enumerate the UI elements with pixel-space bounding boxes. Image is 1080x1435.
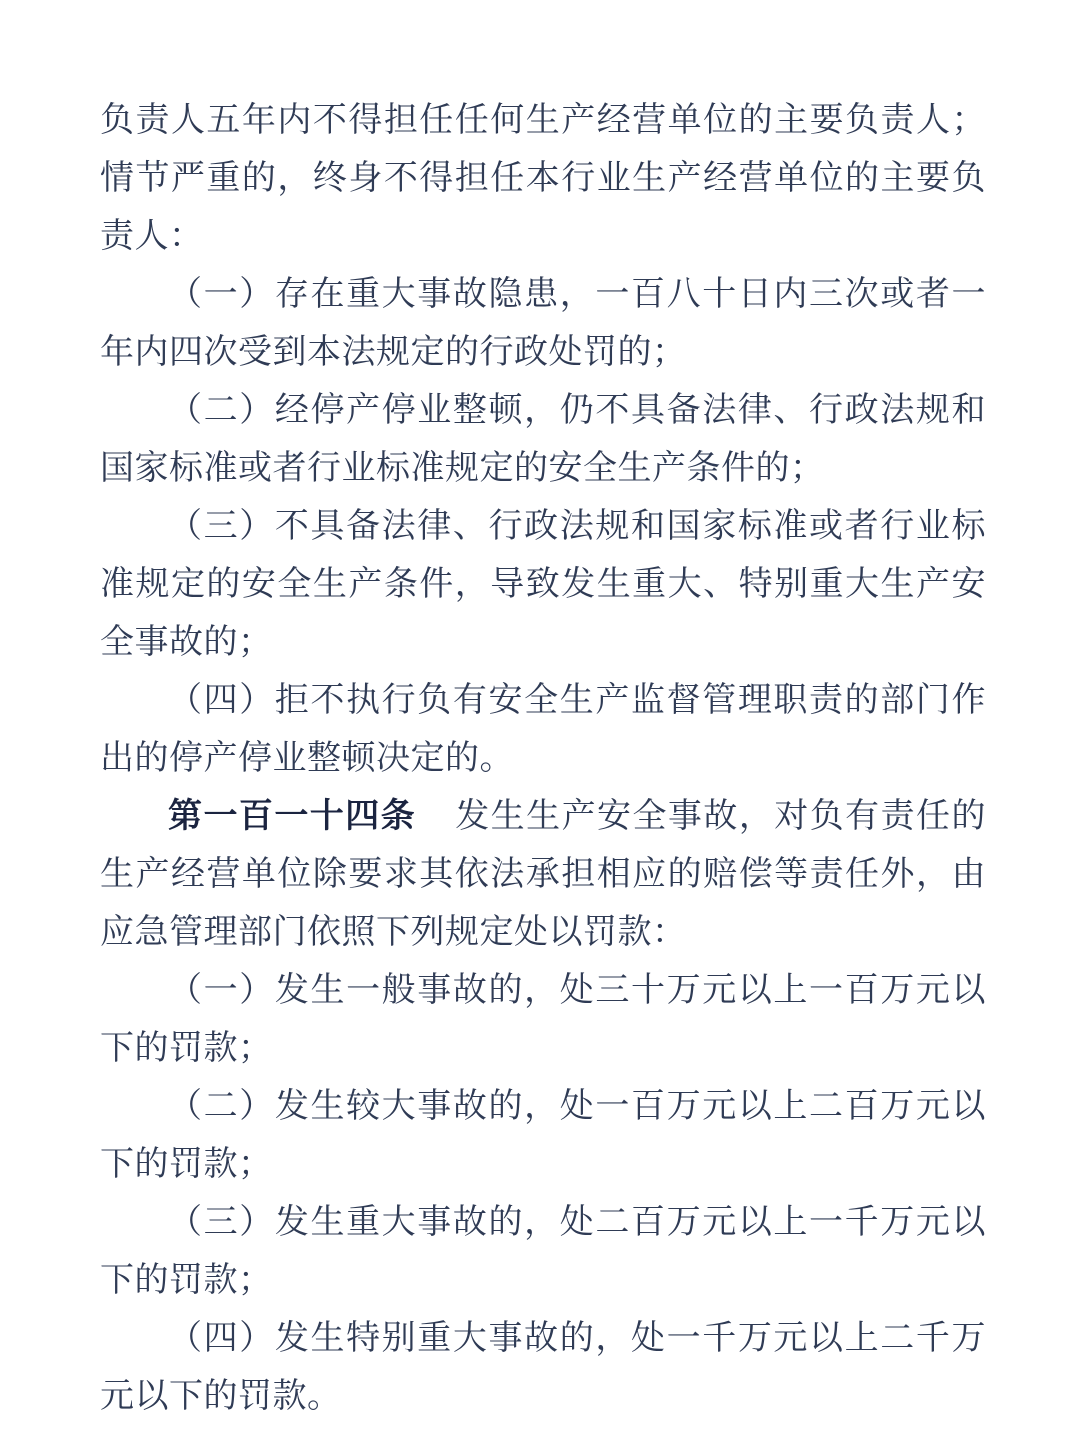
penalty-item-1: （一）发生一般事故的，处三十万元以上一百万元以下的罚款； <box>100 972 986 1067</box>
article-number-heading: 第一百一十四条 <box>168 798 417 835</box>
list-item-3: （三）不具备法律、行政法规和国家标准或者行业标准规定的安全生产条件，导致发生重大、特别重大生产安全事故的； <box>100 508 986 661</box>
penalty-item-2: （二）发生较大事故的，处一百万元以上二百万元以下的罚款； <box>100 1088 986 1183</box>
article-114-text: 发生生产安全事故，对负有责任的生产经营单位除要求其依法承担相应的赔偿等责任外，由应急管理部门依照下列规定处以罚款： <box>100 798 987 951</box>
article-114-paragraph <box>100 788 986 962</box>
document-text-block <box>100 92 986 1426</box>
paragraph-continuation: 负责人五年内不得担任任何生产经营单位的主要负责人；情节严重的，终身不得担任本行业生产经营单位的主要负责人： <box>100 102 986 255</box>
list-item-4: （四）拒不执行负有安全生产监督管理职责的部门作出的停产停业整顿决定的。 <box>100 682 986 777</box>
penalty-item-3: （三）发生重大事故的，处二百万元以上一千万元以下的罚款； <box>100 1204 986 1299</box>
list-item-2: （二）经停产停业整顿，仍不具备法律、行政法规和国家标准或者行业标准规定的安全生产条件的； <box>100 392 986 487</box>
list-item-1: （一）存在重大事故隐患，一百八十日内三次或者一年内四次受到本法规定的行政处罚的； <box>100 276 986 371</box>
penalty-item-4: （四）发生特别重大事故的，处一千万元以上二千万元以下的罚款。 <box>100 1320 986 1415</box>
